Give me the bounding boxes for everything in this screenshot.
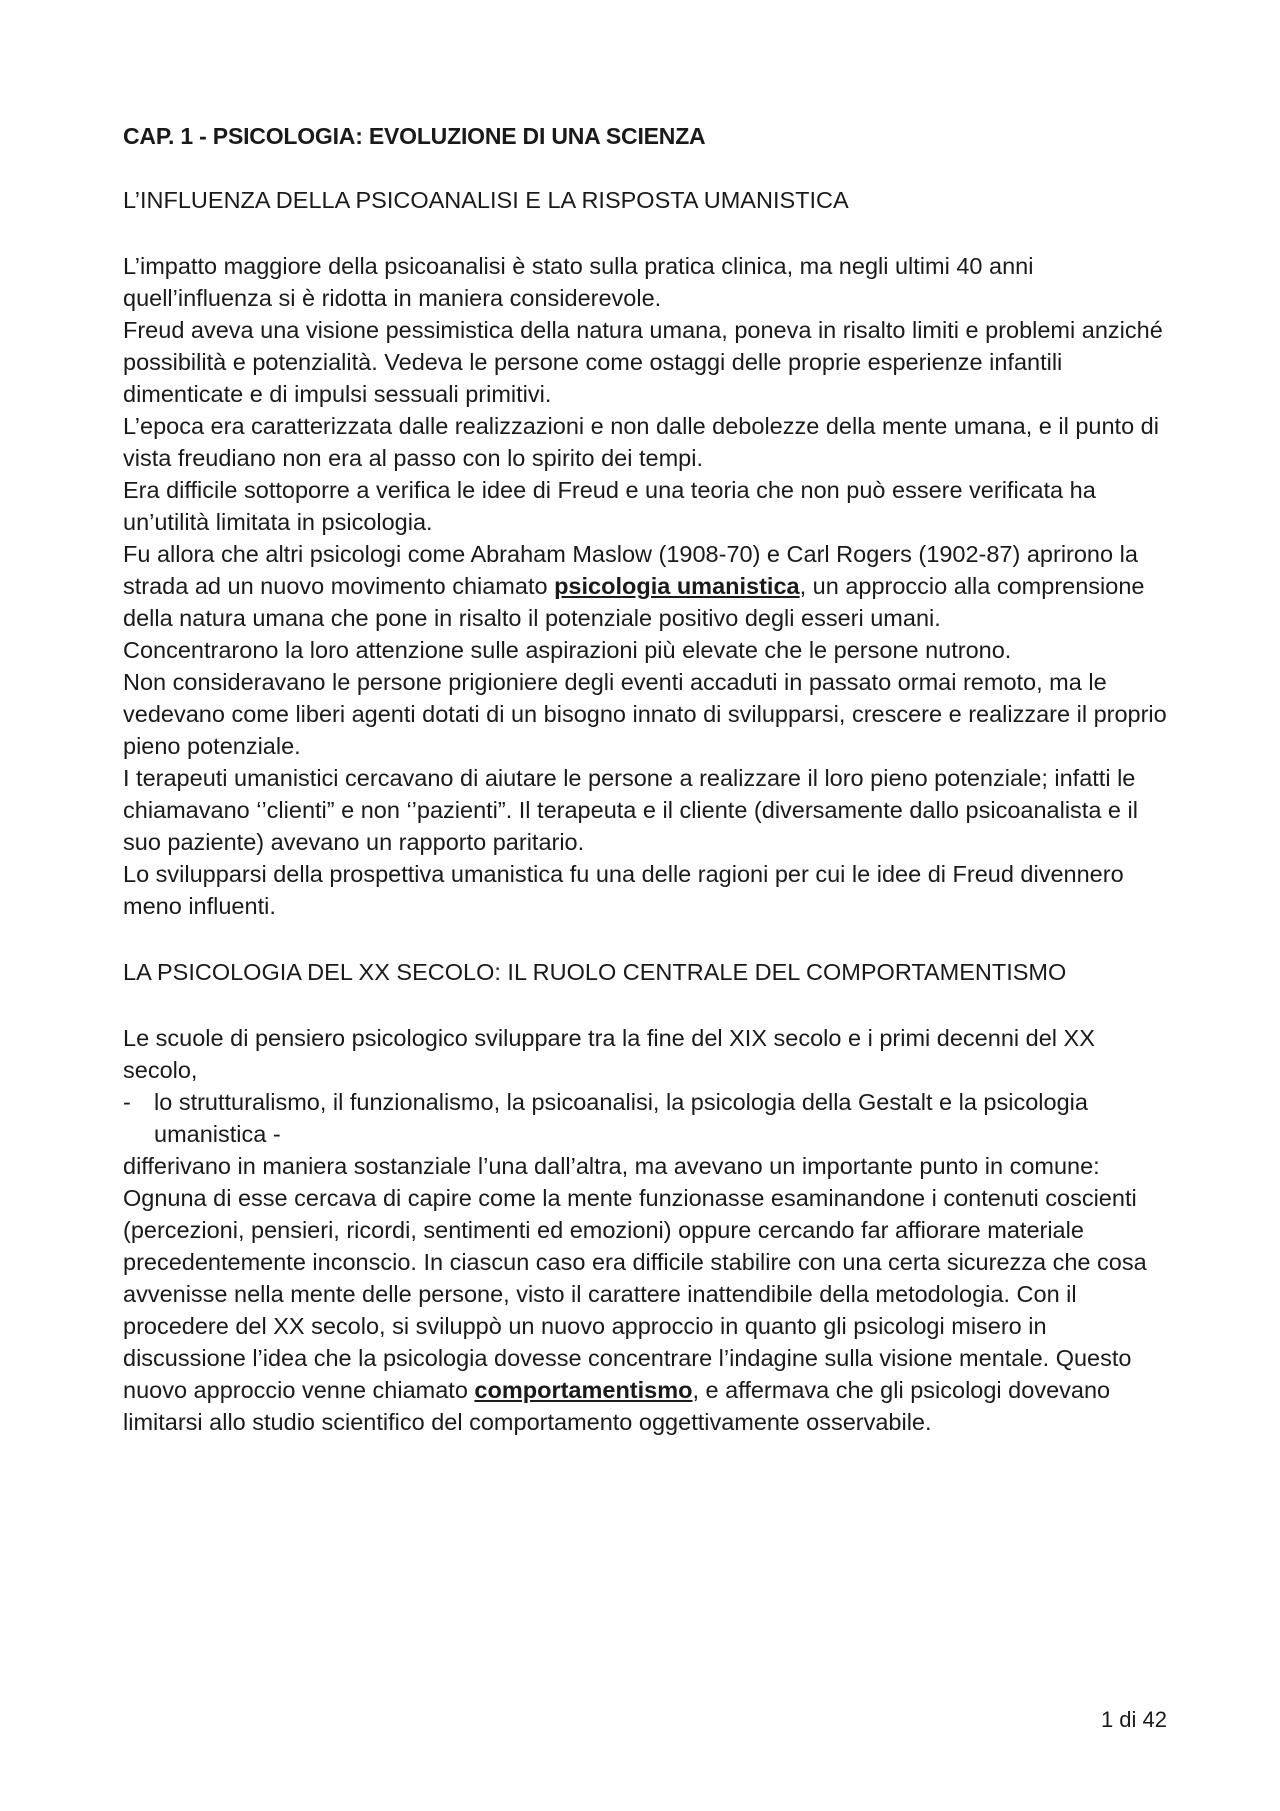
- bullet-marker: -: [123, 1089, 131, 1115]
- paragraph: I terapeuti umanistici cercavano di aiutare le persone a realizzare il loro pieno potenziale; infatti le chiamavano ‘’clienti” e non ‘’pazienti”. Il terapeuta e il cliente (diversamente dallo psicoanalista e il suo paziente) avevano un rapporto paritario.: [123, 765, 1138, 855]
- paragraph: L’epoca era caratterizzata dalle realizzazioni e non dalle debolezze della mente umana, e il punto di vista freudiano non era al passo con lo spirito dei tempi.: [123, 413, 1159, 471]
- section-body-psicoanalisi: [123, 250, 1168, 922]
- key-term-comportamentismo: comportamentismo: [474, 1377, 693, 1403]
- paragraph: differivano in maniera sostanziale l’una dall’altra, ma avevano un importante punto in comune:: [123, 1153, 1100, 1179]
- section-heading-psicoanalisi: L’INFLUENZA DELLA PSICOANALISI E LA RISPOSTA UMANISTICA: [123, 187, 849, 213]
- paragraph: Freud aveva una visione pessimistica della natura umana, poneva in risalto limiti e problemi anziché possibilità e potenzialità. Vedeva le persone come ostaggi delle proprie esperienze infantili dimenticate e di impulsi sessuali primitivi.: [123, 317, 1163, 407]
- paragraph: [123, 1182, 1168, 1438]
- paragraph: Concentrarono la loro attenzione sulle aspirazioni più elevate che le persone nutrono.: [123, 637, 1012, 663]
- document-page: [123, 120, 1168, 1438]
- paragraph-text: Ognuna di esse cercava di capire come la mente funzionasse esaminandone i contenuti coscienti (percezioni, pensieri, ricordi, sentimenti ed emozioni) oppure cercando far affiorare materiale precedentemente inconscio. In ciascun caso era difficile stabilire con una certa sicurezza che cosa avvenisse nella mente delle persone, visto il carattere inattendibile della metodologia. Con il procedere del XX secolo, si sviluppò un nuovo approccio in quanto gli psicologi misero in discussione l’idea che la psicologia dovesse concentrare l’indagine sulla visione mentale. Questo nuovo approccio venne chiamato: [123, 1185, 1147, 1403]
- paragraph: Le scuole di pensiero psicologico sviluppare tra la fine del XIX secolo e i primi decenni del XX secolo,: [123, 1025, 1095, 1083]
- chapter-title: CAP. 1 - PSICOLOGIA: EVOLUZIONE DI UNA SCIENZA: [123, 123, 706, 149]
- paragraph-text: , un approccio alla comprensione della natura umana che pone in risalto il potenziale positivo degli esseri umani.: [123, 573, 1145, 631]
- paragraph: Lo svilupparsi della prospettiva umanistica fu una delle ragioni per cui le idee di Freud divennero meno influenti.: [123, 861, 1124, 919]
- paragraph-text: Fu allora che altri psicologi come Abraham Maslow (1908-70) e Carl Rogers (1902-87) aprirono la strada ad un nuovo movimento chiamato: [123, 541, 1138, 599]
- section-heading-comportamentismo: LA PSICOLOGIA DEL XX SECOLO: IL RUOLO CENTRALE DEL COMPORTAMENTISMO: [123, 959, 1067, 985]
- paragraph: L’impatto maggiore della psicoanalisi è stato sulla pratica clinica, ma negli ultimi 40 anni quell’influenza si è ridotta in maniera considerevole.: [123, 253, 1034, 311]
- paragraph: Non consideravano le persone prigioniere degli eventi accaduti in passato ormai remoto, ma le vedevano come liberi agenti dotati di un bisogno innato di svilupparsi, crescere e realizzare il proprio pieno potenziale.: [123, 669, 1167, 759]
- paragraph: Era difficile sottoporre a verifica le idee di Freud e una teoria che non può essere verificata ha un’utilità limitata in psicologia.: [123, 477, 1096, 535]
- key-term-psicologia-umanistica: psicologia umanistica: [554, 573, 800, 599]
- paragraph: [123, 538, 1168, 634]
- list-item-text: lo strutturalismo, il funzionalismo, la psicoanalisi, la psicologia della Gestalt e la psicologia umanistica -: [154, 1089, 1088, 1147]
- paragraph-text: , e affermava che gli psicologi dovevano limitarsi allo studio scientifico del comportamento oggettivamente osservabile.: [123, 1377, 1111, 1435]
- section-body-comportamentismo: [123, 1022, 1168, 1438]
- list-item: [123, 1086, 1168, 1150]
- page-number: 1 di 42: [1100, 1707, 1167, 1732]
